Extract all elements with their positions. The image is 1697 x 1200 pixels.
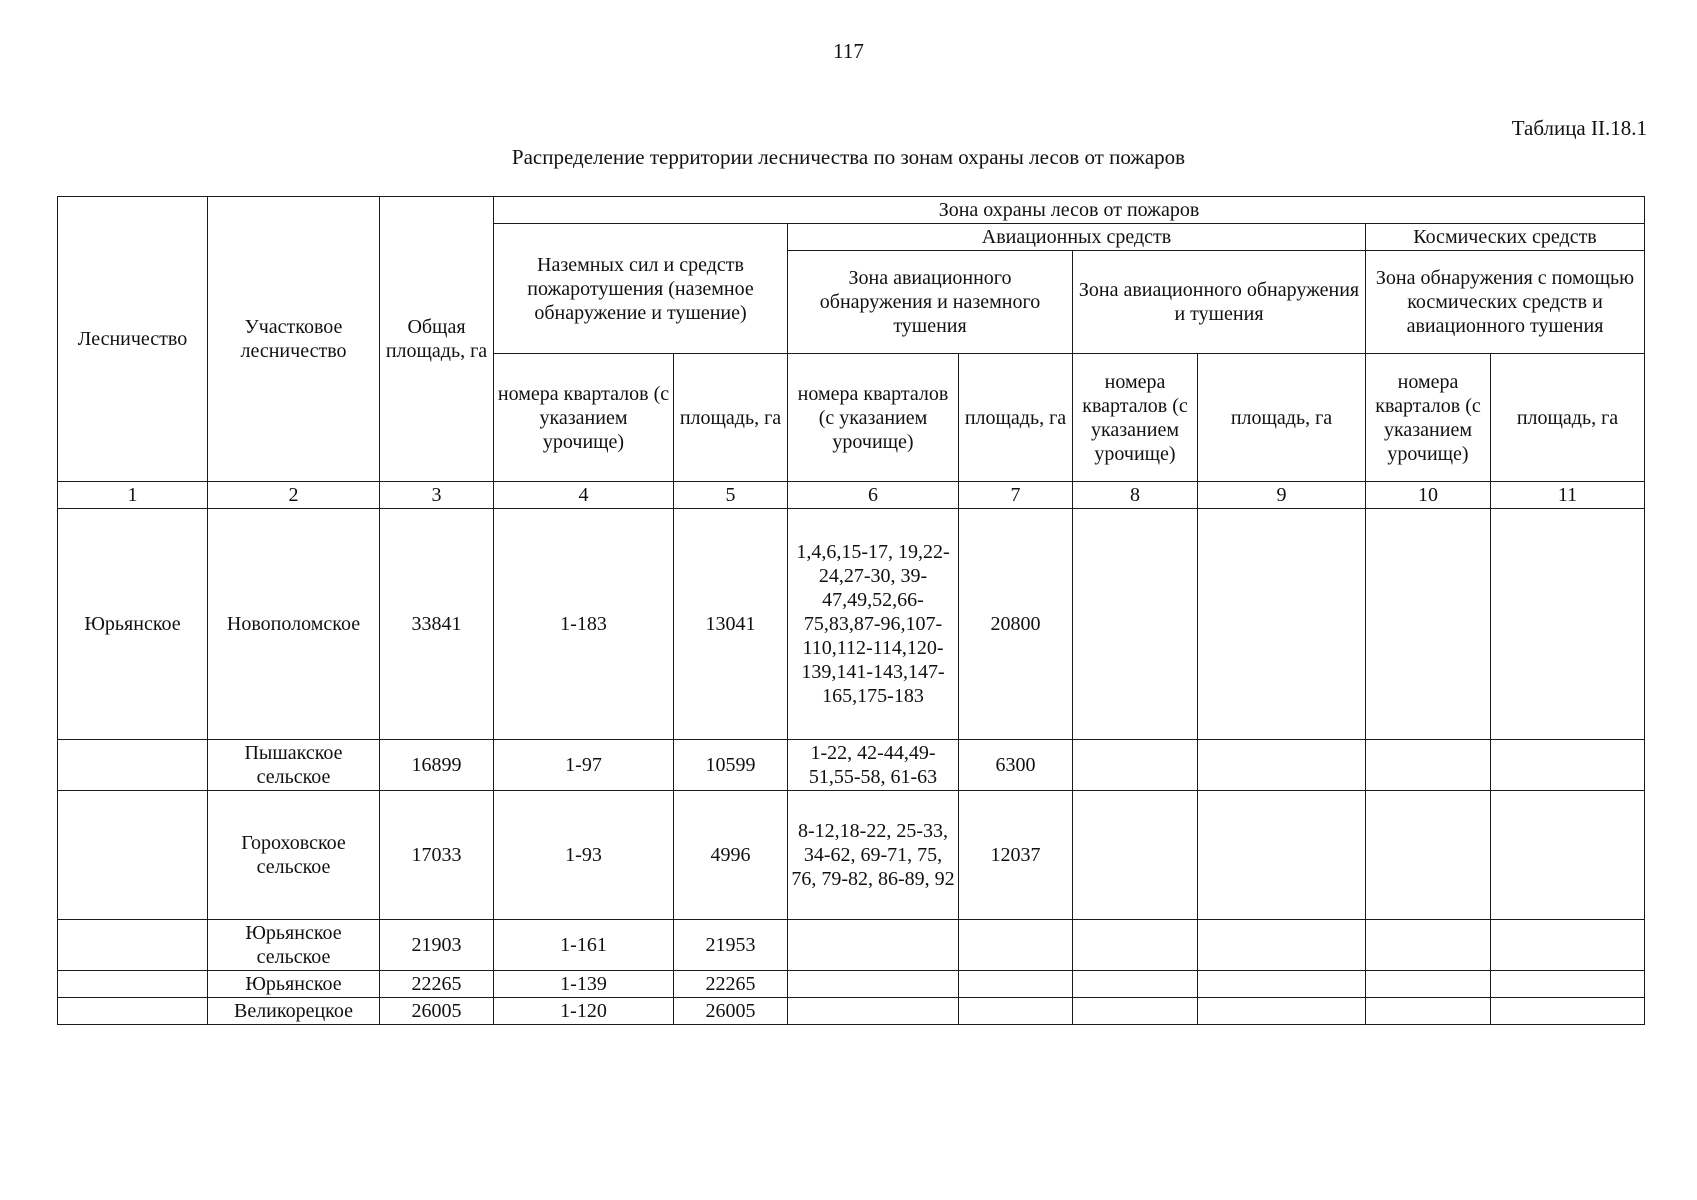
- cell-empty: [1073, 509, 1198, 740]
- column-number: 2: [208, 482, 380, 509]
- cell-empty: [1491, 791, 1645, 920]
- header-aviation-detection-suppression: Зона авиационного обнаружения и тушения: [1073, 251, 1366, 354]
- header-fire-protection-zone: Зона охраны лесов от пожаров: [494, 197, 1645, 224]
- cell-empty: [1366, 971, 1491, 998]
- cell-district: Пышакское сельское: [208, 740, 380, 791]
- header-forestry: Лесничество: [58, 197, 208, 482]
- cell-ground-area: 26005: [674, 998, 788, 1025]
- cell-forestry: [58, 740, 208, 791]
- header-area: площадь, га: [1198, 354, 1366, 482]
- cell-empty: [1073, 971, 1198, 998]
- column-number: 9: [1198, 482, 1366, 509]
- cell-empty: [1366, 998, 1491, 1025]
- cell-ground-quarters: 1-139: [494, 971, 674, 998]
- column-number: 11: [1491, 482, 1645, 509]
- cell-total-area: 16899: [380, 740, 494, 791]
- column-number: 10: [1366, 482, 1491, 509]
- cell-total-area: 17033: [380, 791, 494, 920]
- header-quarter-numbers: номера кварталов (с указанием урочище): [494, 354, 674, 482]
- column-number: 6: [788, 482, 959, 509]
- cell-empty: [1198, 509, 1366, 740]
- cell-district: Гороховское сельское: [208, 791, 380, 920]
- cell-aviation-ground-area: [959, 998, 1073, 1025]
- header-total-area: Общая площадь, га: [380, 197, 494, 482]
- cell-empty: [1491, 971, 1645, 998]
- cell-district: Великорецкое: [208, 998, 380, 1025]
- cell-empty: [1073, 998, 1198, 1025]
- table-row: [58, 971, 1645, 998]
- cell-empty: [1073, 740, 1198, 791]
- cell-empty: [1073, 791, 1198, 920]
- cell-total-area: 21903: [380, 920, 494, 971]
- cell-ground-area: 10599: [674, 740, 788, 791]
- cell-aviation-ground-quarters: 8-12,18-22, 25-33, 34-62, 69-71, 75, 76, 79-82, 86-89, 92: [788, 791, 959, 920]
- cell-aviation-ground-area: 6300: [959, 740, 1073, 791]
- header-aviation-means: Авиационных средств: [788, 224, 1366, 251]
- cell-aviation-ground-quarters: [788, 971, 959, 998]
- cell-aviation-ground-area: 12037: [959, 791, 1073, 920]
- cell-empty: [1366, 920, 1491, 971]
- cell-aviation-ground-quarters: [788, 920, 959, 971]
- cell-aviation-ground-quarters: 1-22, 42-44,49-51,55-58, 61-63: [788, 740, 959, 791]
- cell-empty: [1491, 920, 1645, 971]
- column-number: 4: [494, 482, 674, 509]
- column-number: 7: [959, 482, 1073, 509]
- header-area: площадь, га: [1491, 354, 1645, 482]
- cell-forestry: [58, 920, 208, 971]
- page-number: 117: [833, 39, 864, 63]
- cell-empty: [1198, 971, 1366, 998]
- header-aviation-detection-ground-suppression: Зона авиационного обнаружения и наземного тушения: [788, 251, 1073, 354]
- cell-forestry: [58, 791, 208, 920]
- cell-ground-area: 22265: [674, 971, 788, 998]
- cell-ground-quarters: 1-120: [494, 998, 674, 1025]
- table-label: Таблица II.18.1: [1511, 116, 1647, 140]
- cell-ground-area: 4996: [674, 791, 788, 920]
- cell-forestry: [58, 971, 208, 998]
- cell-empty: [1073, 920, 1198, 971]
- cell-aviation-ground-area: 20800: [959, 509, 1073, 740]
- cell-empty: [1366, 509, 1491, 740]
- table-row: [58, 740, 1645, 791]
- cell-empty: [1491, 509, 1645, 740]
- document-title: Распределение территории лесничества по зонам охраны лесов от пожаров: [511, 145, 1186, 169]
- column-number: 5: [674, 482, 788, 509]
- cell-empty: [1366, 791, 1491, 920]
- header-quarter-numbers: номера кварталов (с указанием урочище): [788, 354, 959, 482]
- column-number-row: [58, 482, 1645, 509]
- table-row: [58, 509, 1645, 740]
- table-row: [58, 791, 1645, 920]
- cell-district: Юрьянское сельское: [208, 920, 380, 971]
- column-number: 8: [1073, 482, 1198, 509]
- fire-zones-table: [57, 196, 1645, 1025]
- cell-total-area: 26005: [380, 998, 494, 1025]
- cell-ground-area: 13041: [674, 509, 788, 740]
- cell-empty: [1366, 740, 1491, 791]
- cell-aviation-ground-area: [959, 971, 1073, 998]
- cell-district: Новополомское: [208, 509, 380, 740]
- cell-aviation-ground-area: [959, 920, 1073, 971]
- header-quarter-numbers: номера кварталов (с указанием урочище): [1366, 354, 1491, 482]
- cell-total-area: 33841: [380, 509, 494, 740]
- cell-ground-area: 21953: [674, 920, 788, 971]
- cell-district: Юрьянское: [208, 971, 380, 998]
- cell-ground-quarters: 1-183: [494, 509, 674, 740]
- cell-ground-quarters: 1-161: [494, 920, 674, 971]
- header-row-1: [58, 197, 1645, 224]
- header-space-detection-aviation-suppression: Зона обнаружения с помощью космических средств и авиационного тушения: [1366, 251, 1645, 354]
- cell-total-area: 22265: [380, 971, 494, 998]
- cell-empty: [1198, 791, 1366, 920]
- header-space-means: Космических средств: [1366, 224, 1645, 251]
- header-area: площадь, га: [959, 354, 1073, 482]
- cell-empty: [1198, 920, 1366, 971]
- table-row: [58, 998, 1645, 1025]
- cell-empty: [1198, 998, 1366, 1025]
- cell-forestry: Юрьянское: [58, 509, 208, 740]
- header-ground-forces: Наземных сил и средств пожаротушения (наземное обнаружение и тушение): [494, 224, 788, 354]
- header-quarter-numbers: номера кварталов (с указанием урочище): [1073, 354, 1198, 482]
- cell-empty: [1491, 998, 1645, 1025]
- header-area: площадь, га: [674, 354, 788, 482]
- table-row: [58, 920, 1645, 971]
- cell-empty: [1198, 740, 1366, 791]
- column-number: 3: [380, 482, 494, 509]
- cell-aviation-ground-quarters: 1,4,6,15-17, 19,22-24,27-30, 39-47,49,52,66-75,83,87-96,107-110,112-114,120-139,141-143,147-165,175-183: [788, 509, 959, 740]
- cell-ground-quarters: 1-97: [494, 740, 674, 791]
- header-district-forestry: Участковое лесничество: [208, 197, 380, 482]
- cell-ground-quarters: 1-93: [494, 791, 674, 920]
- cell-aviation-ground-quarters: [788, 998, 959, 1025]
- cell-empty: [1491, 740, 1645, 791]
- column-number: 1: [58, 482, 208, 509]
- cell-forestry: [58, 998, 208, 1025]
